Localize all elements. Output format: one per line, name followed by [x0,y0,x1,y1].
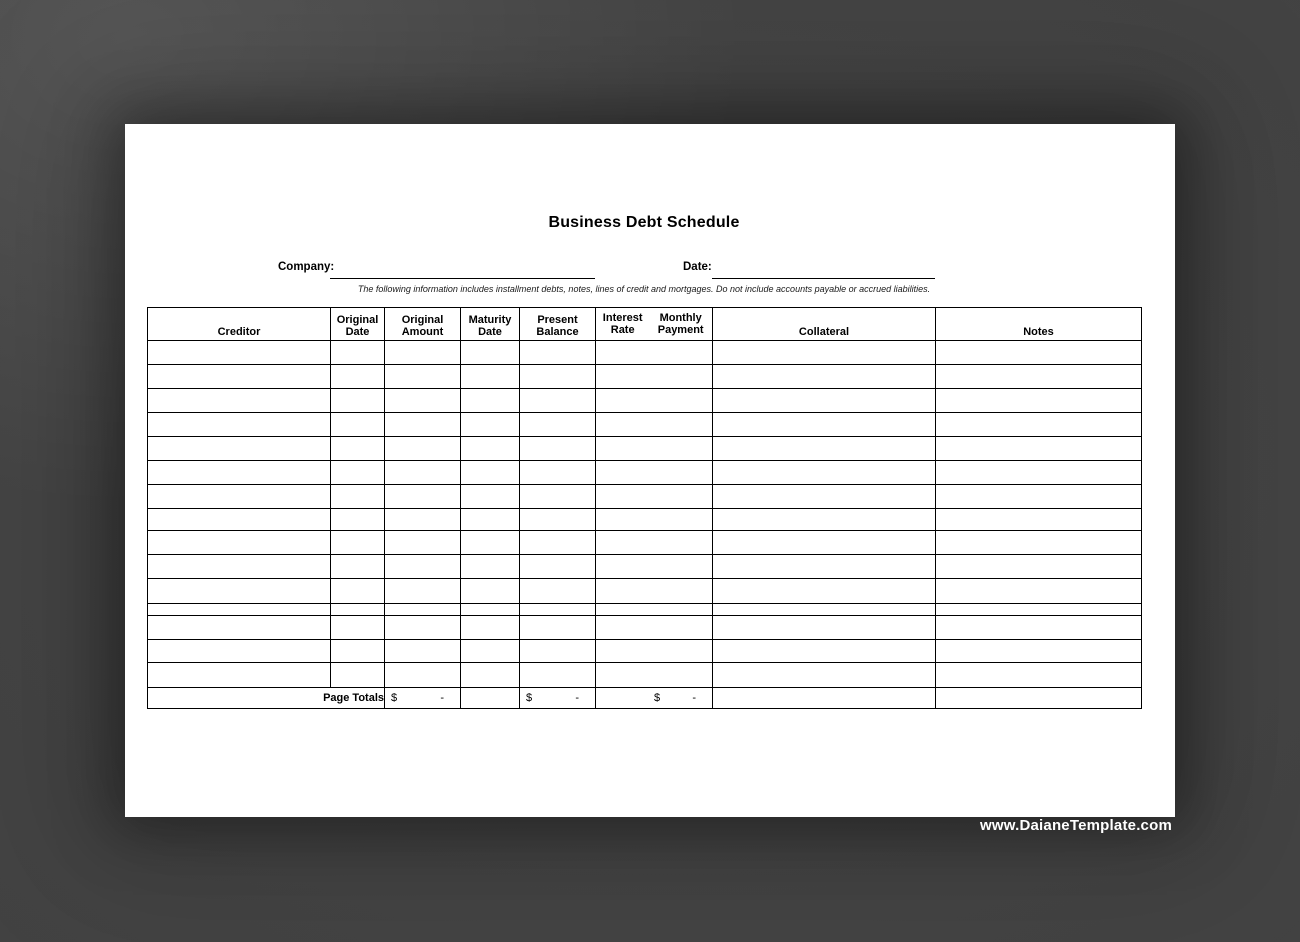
empty-cell-present-balance[interactable] [520,579,596,604]
empty-cell-notes[interactable] [936,616,1142,640]
instruction-text: The following information includes installment debts, notes, lines of credit and mortgages. Do not include accounts payable or accrued liabilities. [357,284,931,294]
empty-cell-original-amount[interactable] [385,509,461,531]
empty-cell-present-balance[interactable] [520,437,596,461]
empty-cell-collateral[interactable] [713,389,936,413]
empty-cell-collateral[interactable] [713,509,936,531]
table-row [148,365,1142,389]
debt-schedule-table [147,307,1142,709]
empty-cell-notes[interactable] [936,663,1142,688]
empty-cell-original-date[interactable] [331,389,385,413]
empty-cell-notes[interactable] [936,640,1142,663]
empty-cell-interest-monthly[interactable] [596,437,713,461]
empty-cell-notes[interactable] [936,341,1142,365]
empty-cell-maturity-date[interactable] [461,413,520,437]
empty-cell-maturity-date[interactable] [461,663,520,688]
table-row [148,341,1142,365]
empty-cell-notes[interactable] [936,604,1142,616]
empty-cell-present-balance[interactable] [520,604,596,616]
empty-cell-original-amount[interactable] [385,640,461,663]
empty-cell-creditor[interactable] [148,389,331,413]
empty-cell-original-amount[interactable] [385,485,461,509]
empty-cell-creditor[interactable] [148,640,331,663]
empty-cell-original-date[interactable] [331,365,385,389]
empty-cell-notes[interactable] [936,389,1142,413]
page-total-original-amount [385,688,461,709]
page-totals-label: Page Totals [148,688,385,709]
table-row [148,579,1142,604]
empty-cell-interest-monthly[interactable] [596,365,713,389]
empty-cell-creditor[interactable] [148,604,331,616]
date-label: Date: [683,261,712,273]
empty-cell-maturity-date[interactable] [461,389,520,413]
date-input-line[interactable] [712,264,935,279]
empty-cell-creditor[interactable] [148,365,331,389]
column-header-interest-rate-monthly-payment [596,308,713,341]
empty-cell-present-balance[interactable] [520,413,596,437]
empty-cell-notes[interactable] [936,555,1142,579]
empty-cell-maturity-date[interactable] [461,579,520,604]
column-header-label: Creditor [217,326,261,338]
company-label: Company: [278,261,335,273]
column-header-collateral [713,308,936,341]
document-title: Business Debt Schedule [548,214,740,231]
column-header-creditor [148,308,331,341]
column-header-maturity-date: Maturity Date [461,308,520,341]
empty-cell-creditor[interactable] [148,579,331,604]
notes-footer-spacer [936,688,1142,709]
empty-cell-notes[interactable] [936,365,1142,389]
empty-cell-collateral[interactable] [713,485,936,509]
document-page [125,124,1175,817]
empty-cell-interest-monthly[interactable] [596,616,713,640]
currency-symbol: $ [391,692,398,704]
empty-cell-creditor[interactable] [148,555,331,579]
table-row [148,531,1142,555]
empty-cell-interest-monthly[interactable] [596,531,713,555]
empty-cell-notes[interactable] [936,437,1142,461]
empty-cell-original-date[interactable] [331,461,385,485]
table-row [148,485,1142,509]
empty-cell-original-amount[interactable] [385,663,461,688]
empty-cell-maturity-date[interactable] [461,485,520,509]
empty-cell-present-balance[interactable] [520,616,596,640]
page-total-present-balance [520,688,596,709]
empty-cell-original-amount[interactable] [385,616,461,640]
empty-cell-collateral[interactable] [713,413,936,437]
empty-cell-present-balance[interactable] [520,485,596,509]
empty-cell-original-date[interactable] [331,437,385,461]
empty-cell-maturity-date[interactable] [461,604,520,616]
empty-cell-collateral[interactable] [713,604,936,616]
empty-cell-creditor[interactable] [148,413,331,437]
empty-cell-collateral[interactable] [713,341,936,365]
column-header-present-balance: Present Balance [520,308,596,341]
empty-cell-maturity-date[interactable] [461,365,520,389]
empty-cell-creditor[interactable] [148,437,331,461]
empty-cell-present-balance[interactable] [520,389,596,413]
empty-cell-original-amount[interactable] [385,413,461,437]
empty-cell-interest-monthly[interactable] [596,579,713,604]
table-row [148,437,1142,461]
empty-cell-notes[interactable] [936,579,1142,604]
empty-cell-notes[interactable] [936,509,1142,531]
empty-cell-maturity-date[interactable] [461,531,520,555]
page-total-monthly-payment [596,688,713,709]
page-total-maturity-date-empty [461,688,520,709]
empty-cell-present-balance[interactable] [520,531,596,555]
column-header-label: Collateral [798,326,850,338]
empty-cell-original-amount[interactable] [385,389,461,413]
empty-cell-collateral[interactable] [713,555,936,579]
table-row [148,604,1142,616]
empty-cell-original-date[interactable] [331,509,385,531]
company-input-line[interactable] [330,264,595,279]
empty-cell-original-amount[interactable] [385,555,461,579]
empty-cell-original-date[interactable] [331,579,385,604]
total-value: - [692,692,696,704]
table-row [148,663,1142,688]
column-header-notes [936,308,1142,341]
empty-cell-original-date[interactable] [331,640,385,663]
empty-cell-collateral[interactable] [713,663,936,688]
table-row [148,413,1142,437]
empty-cell-maturity-date[interactable] [461,616,520,640]
empty-cell-interest-monthly[interactable] [596,461,713,485]
column-header-original-amount: Original Amount [385,308,461,341]
table-row [148,389,1142,413]
empty-cell-interest-monthly[interactable] [596,555,713,579]
empty-cell-maturity-date[interactable] [461,341,520,365]
currency-symbol: $ [654,692,661,704]
empty-cell-creditor[interactable] [148,509,331,531]
currency-symbol: $ [526,692,533,704]
empty-cell-notes[interactable] [936,413,1142,437]
empty-cell-interest-monthly[interactable] [596,604,713,616]
empty-cell-present-balance[interactable] [520,341,596,365]
empty-cell-original-date[interactable] [331,604,385,616]
empty-cell-original-date[interactable] [331,485,385,509]
table-row [148,509,1142,531]
total-value: - [575,692,579,704]
empty-cell-collateral[interactable] [713,579,936,604]
empty-cell-present-balance[interactable] [520,509,596,531]
column-header-original-date: Original Date [331,308,385,341]
empty-cell-collateral[interactable] [713,437,936,461]
table-row [148,640,1142,663]
empty-cell-original-date[interactable] [331,616,385,640]
empty-cell-original-amount[interactable] [385,365,461,389]
empty-cell-maturity-date[interactable] [461,640,520,663]
empty-cell-original-amount[interactable] [385,461,461,485]
empty-cell-collateral[interactable] [713,640,936,663]
empty-cell-notes[interactable] [936,531,1142,555]
empty-cell-original-amount[interactable] [385,579,461,604]
table-row [148,461,1142,485]
empty-cell-creditor[interactable] [148,531,331,555]
empty-cell-maturity-date[interactable] [461,437,520,461]
empty-cell-collateral[interactable] [713,365,936,389]
empty-cell-creditor[interactable] [148,461,331,485]
empty-cell-creditor[interactable] [148,341,331,365]
page-total-collateral-empty [713,688,936,709]
empty-cell-present-balance[interactable] [520,365,596,389]
empty-cell-collateral[interactable] [713,531,936,555]
empty-cell-original-date[interactable] [331,413,385,437]
empty-cell-original-amount[interactable] [385,437,461,461]
table-row [148,616,1142,640]
empty-cell-original-date[interactable] [331,555,385,579]
empty-cell-maturity-date[interactable] [461,509,520,531]
empty-cell-present-balance[interactable] [520,640,596,663]
empty-cell-creditor[interactable] [148,663,331,688]
empty-cell-creditor[interactable] [148,616,331,640]
empty-cell-original-date[interactable] [331,531,385,555]
empty-cell-notes[interactable] [936,485,1142,509]
empty-cell-original-date[interactable] [331,341,385,365]
empty-cell-collateral[interactable] [713,461,936,485]
column-header-label: Notes [1023,326,1054,338]
empty-cell-interest-monthly[interactable] [596,485,713,509]
empty-cell-maturity-date[interactable] [461,461,520,485]
empty-cell-interest-monthly[interactable] [596,509,713,531]
empty-cell-original-amount[interactable] [385,341,461,365]
page-totals-row [148,688,1142,709]
empty-cell-notes[interactable] [936,461,1142,485]
empty-cell-interest-monthly[interactable] [596,413,713,437]
empty-cell-interest-monthly[interactable] [596,640,713,663]
empty-cell-maturity-date[interactable] [461,555,520,579]
empty-cell-original-date[interactable] [331,663,385,688]
empty-cell-present-balance[interactable] [520,663,596,688]
empty-cell-interest-monthly[interactable] [596,389,713,413]
watermark: www.DaianeTemplate.com [980,817,1172,834]
empty-cell-present-balance[interactable] [520,461,596,485]
column-header-monthly-payment: Monthly Payment [657,312,704,336]
column-header-interest-rate: Interest Rate [602,312,643,336]
empty-cell-creditor[interactable] [148,485,331,509]
empty-cell-original-amount[interactable] [385,604,461,616]
empty-cell-present-balance[interactable] [520,555,596,579]
table-row [148,555,1142,579]
empty-cell-original-amount[interactable] [385,531,461,555]
empty-cell-interest-monthly[interactable] [596,341,713,365]
total-value: - [440,692,444,704]
empty-cell-collateral[interactable] [713,616,936,640]
empty-cell-interest-monthly[interactable] [596,663,713,688]
header-row [148,308,1142,341]
